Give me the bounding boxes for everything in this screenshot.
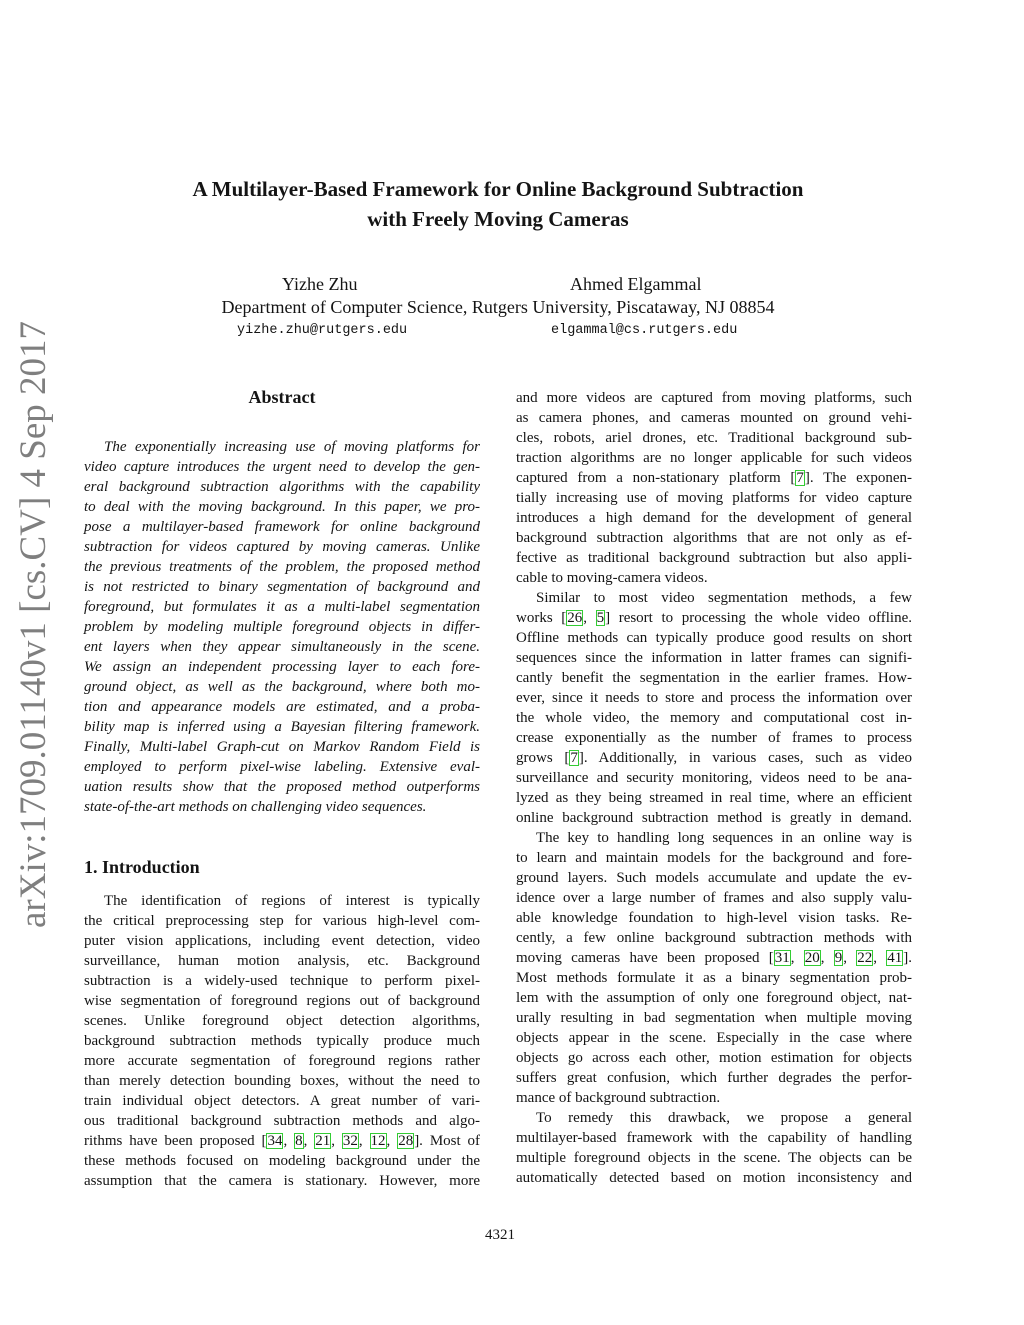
abstract-line: The exponentially increasing use of moving platforms for — [104, 439, 480, 455]
body-line: ous traditional background subtraction methods and algo- — [84, 1113, 480, 1129]
title-line-2: with Freely Moving Cameras — [367, 207, 629, 231]
citation-link[interactable]: 5 — [596, 610, 605, 626]
body-line-with-citations: moving cameras have been proposed [31, 20, 9, 22, 41]. — [516, 950, 913, 966]
abstract-line: bility map is inferred using a Bayesian filtering framework. — [84, 719, 480, 735]
body-line: The identification of regions of interest is typically — [104, 893, 480, 909]
body-line-with-citations — [516, 468, 912, 488]
author-email-2[interactable]: elgammal@cs.rutgers.edu — [551, 323, 738, 338]
abstract-line: to deal with the moving background. In this paper, we pro- — [84, 499, 480, 515]
body-line: To remedy this drawback, we propose a general — [536, 1110, 912, 1126]
citation-link[interactable]: 34 — [267, 1133, 283, 1149]
body-line: subtraction is a widely-used technique to perform pixel- — [84, 973, 480, 989]
body-line: lem with the assumption of only one foreground object, nat- — [516, 990, 912, 1006]
intro-heading: 1. Introduction — [84, 857, 200, 877]
citation-link[interactable]: 21 — [315, 1133, 331, 1149]
abstract-line: is not restricted to binary segmentation of background and — [84, 579, 480, 595]
title-line-1: A Multilayer-Based Framework for Online Background Subtraction — [192, 177, 804, 201]
body-line: Most methods formulate it as a binary segmentation prob- — [516, 970, 912, 986]
abstract-line: eral background subtraction algorithms with the capability — [84, 479, 480, 495]
abstract-body — [84, 437, 480, 817]
body-line: more accurate segmentation of foreground regions rather — [84, 1053, 480, 1069]
body-line: background subtraction methods typically produce much — [84, 1033, 480, 1049]
body-line: and more videos are captured from moving platforms, such — [516, 390, 912, 406]
abstract-line: ent layers when they appear simultaneously in the scene. — [84, 639, 480, 655]
body-line: Offline methods can typically produce good results on short — [516, 630, 912, 646]
abstract-heading: Abstract — [248, 387, 316, 407]
author-name-2: Ahmed Elgammal — [570, 274, 702, 294]
body-line: to learn and maintain models for the background and fore- — [516, 850, 912, 866]
page-number: 4321 — [485, 1227, 515, 1243]
body-line: than merely detection bounding boxes, without the need to — [84, 1073, 480, 1089]
body-line: able knowledge foundation to high-level vision tasks. Re- — [516, 910, 912, 926]
right-column — [516, 388, 912, 1188]
line-text: ] resort to processing the whole video offline. — [605, 610, 912, 626]
body-line: cently, a few online background subtraction methods with — [516, 930, 912, 946]
line-text: works [ — [516, 610, 567, 626]
citation-link[interactable]: 22 — [857, 950, 873, 966]
body-line-with-citations: works [26, 5] resort to processing the whole video offline. — [516, 610, 912, 626]
citation-link[interactable]: 32 — [342, 1133, 358, 1149]
body-line: assumption that the camera is stationary. However, more — [84, 1173, 480, 1189]
body-line: objects appear in the scene. Especially in the case where — [516, 1030, 912, 1046]
citation-link[interactable]: 28 — [398, 1133, 414, 1149]
abstract-line: Finally, Multi-label Graph-cut on Markov Random Field is — [84, 739, 480, 755]
abstract-line: pose a multilayer-based framework for online background — [84, 519, 480, 535]
abstract-line: ground object, as well as the background, where both mo- — [84, 679, 480, 695]
left-column — [84, 385, 480, 1191]
citation-link[interactable]: 7 — [570, 750, 578, 766]
body-line: surveillance, human motion analysis, etc. Background — [84, 953, 480, 969]
body-line: the whole video, the memory and computational cost in- — [516, 710, 912, 726]
citation-link[interactable]: 8 — [295, 1133, 303, 1149]
body-line: puter vision applications, including event detection, video — [84, 933, 480, 949]
body-line: multilayer-based framework with the capability of handling — [516, 1130, 912, 1146]
author-email-1[interactable]: yizhe.zhu@rutgers.edu — [237, 323, 408, 338]
body-line: urally resulting in bad segmentation when multiple moving — [516, 1010, 912, 1026]
body-line: scenes. Unlike foreground object detection algorithms, — [84, 1013, 480, 1029]
affiliation: Department of Computer Science, Rutgers University, Piscataway, NJ 08854 — [221, 297, 775, 317]
body-line: tially increasing use of moving platforms for video capture — [516, 490, 912, 506]
body-line: objects go across each other, motion estimation for objects — [516, 1050, 912, 1066]
body-line: introduces a high demand for the development of general — [516, 510, 912, 526]
body-line-with-citations: rithms have been proposed [34, 8, 21, 32, 12, 28]. Most of — [84, 1133, 481, 1149]
body-line: fective as traditional background subtraction but also appli- — [516, 550, 912, 566]
citation-link[interactable]: 9 — [834, 950, 843, 966]
body-line: online background subtraction method is greatly in demand. — [516, 810, 912, 826]
abstract-line: employed to perform pixel-wise labeling. Extensive eval- — [84, 759, 480, 775]
paper-title — [120, 174, 876, 234]
body-line: ever, since it needs to store and process the information over — [516, 690, 912, 706]
body-line: crease exponentially as the number of frames to process — [516, 730, 912, 746]
body-line: suffers great confusion, which further degrades the perfor- — [516, 1070, 912, 1086]
body-line: background subtraction algorithms that are not only as ef- — [516, 530, 912, 546]
body-line: The key to handling long sequences in an online way is — [536, 830, 912, 846]
abstract-line: state-of-the-art methods on challenging video sequences. — [84, 799, 427, 815]
body-line: surveillance and security monitoring, videos need to be ana- — [516, 770, 912, 786]
abstract-line: We assign an independent processing layer to each fore- — [84, 659, 480, 675]
citation-link[interactable]: 26 — [567, 610, 583, 626]
intro-left-body — [84, 891, 480, 1191]
line-text: ]. Additionally, in various cases, such as video — [578, 750, 912, 766]
abstract-line: the previous treatments of the problem, the proposed method — [84, 559, 480, 575]
line-text: ]. Most of — [414, 1133, 481, 1149]
body-line: idence over a large number of frames and also supply valu- — [516, 890, 912, 906]
body-line: automatically detected based on motion inconsistency and — [516, 1170, 912, 1186]
citation-link[interactable]: 20 — [804, 950, 820, 966]
body-line: mance of background subtraction. — [516, 1090, 721, 1106]
line-text: rithms have been proposed [ — [84, 1133, 267, 1149]
body-line: multiple foreground objects in the scene. The objects can be — [516, 1150, 912, 1166]
citation-link[interactable]: 31 — [774, 950, 790, 966]
author-name-1: Yizhe Zhu — [282, 274, 358, 294]
abstract-line: foreground, but formulates it as a multi-label segmentation — [84, 599, 480, 615]
body-line: these methods focused on modeling background under the — [84, 1153, 480, 1169]
citation-link[interactable]: 12 — [370, 1133, 386, 1149]
body-line-with-citations — [516, 748, 912, 768]
body-line: the critical preprocessing step for various high-level com- — [84, 913, 480, 929]
abstract-line: video capture introduces the urgent need to develop the gen- — [84, 459, 480, 475]
abstract-line: subtraction for videos captured by moving cameras. Unlike — [84, 539, 480, 555]
abstract-line: tion and appearance models are estimated, and a proba- — [84, 699, 480, 715]
body-line: cles, robots, ariel drones, etc. Traditional background sub- — [516, 430, 912, 446]
line-text: captured from a non-stationary platform [ — [516, 470, 796, 486]
body-line: train individual object detectors. A great number of vari- — [84, 1093, 480, 1109]
citation-link[interactable]: 41 — [887, 950, 903, 966]
body-line: lyzed as they being streamed in real time, where an efficient — [516, 790, 912, 806]
arxiv-stamp[interactable]: arXiv:1709.01140v1 [cs.CV] 4 Sep 2017 — [13, 320, 54, 928]
line-text: grows [ — [516, 750, 570, 766]
body-line: wise segmentation of foreground regions out of background — [84, 993, 480, 1009]
abstract-line: uation results show that the proposed method outperforms — [84, 779, 480, 795]
line-text: ]. — [903, 950, 913, 966]
line-text: ]. The exponen- — [804, 470, 912, 486]
abstract-line: problem by modeling multiple foreground objects in differ- — [84, 619, 480, 635]
body-line: Similar to most video segmentation methods, a few — [536, 590, 912, 606]
body-line: sequences since the information in latter frames can signifi- — [516, 650, 912, 666]
body-line: as camera phones, and cameras mounted on ground vehi- — [516, 410, 912, 426]
body-line: cable to moving-camera videos. — [516, 570, 708, 586]
body-line: traction algorithms are no longer applicable for such videos — [516, 450, 912, 466]
body-line: cantly benefit the segmentation in the earlier frames. How- — [516, 670, 912, 686]
citation-link[interactable]: 7 — [796, 470, 804, 486]
body-line: ground layers. Such models accumulate and update the ev- — [516, 870, 912, 886]
line-text: moving cameras have been proposed [ — [516, 950, 774, 966]
